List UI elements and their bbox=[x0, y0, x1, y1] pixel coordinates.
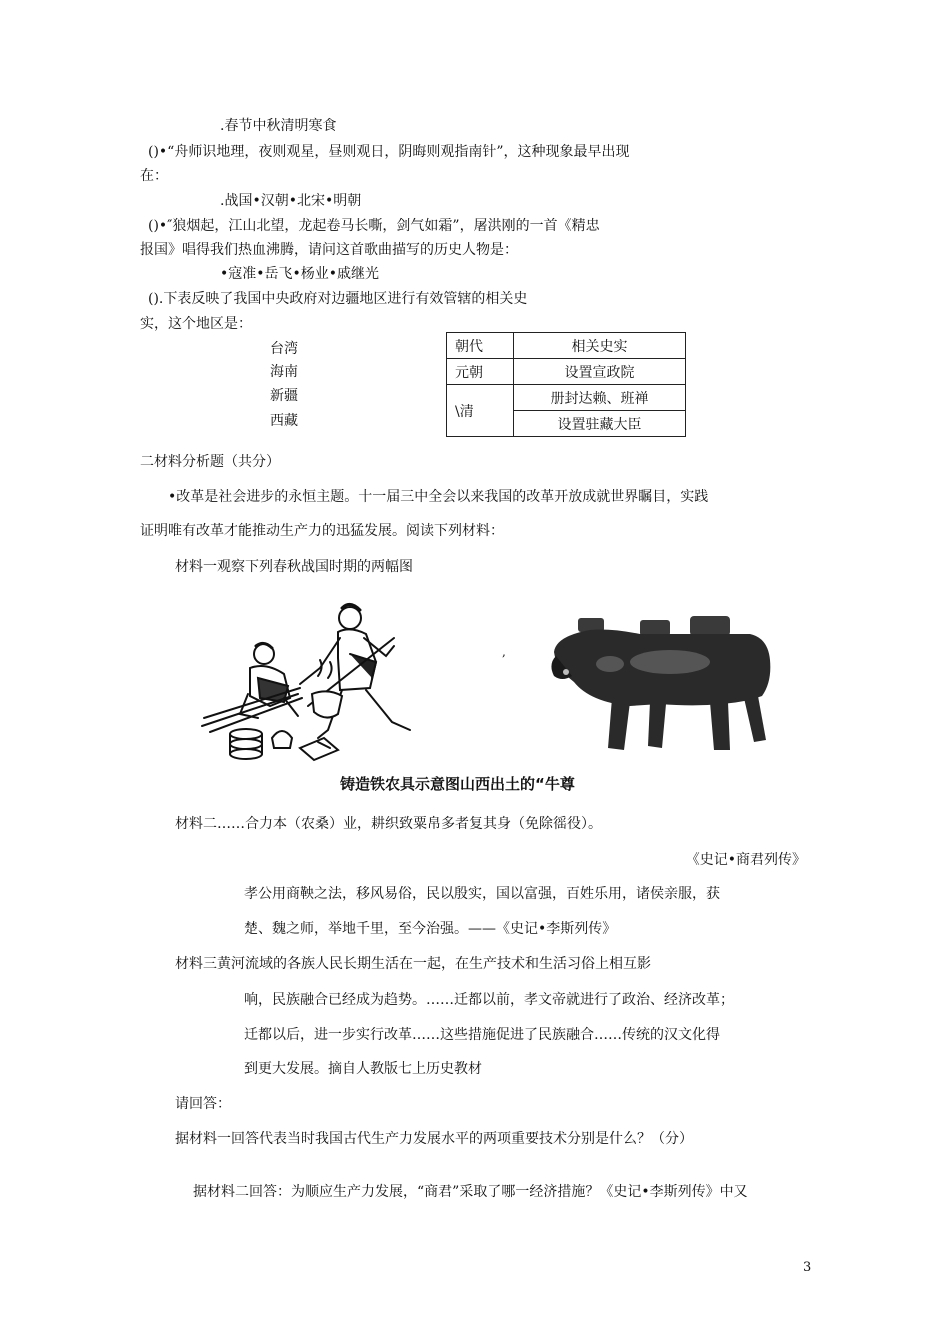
question-song: ()•″狼烟起，江山北望，龙起卷马长嘶，剑气如霜”，屠洪刚的一首《精忠 bbox=[148, 218, 600, 234]
section-title: 二材料分析题（共分） bbox=[140, 454, 280, 470]
option-xizang: 西藏 bbox=[270, 413, 298, 429]
cell-fact-yuan: 设置宣政院 bbox=[514, 359, 686, 385]
header-fact: 相关史实 bbox=[514, 333, 686, 359]
material-three-line-3: 迁都以后，进一步实行改革……这些措施促进了民族融合……传统的汉文化得 bbox=[244, 1027, 720, 1043]
please-answer: 请回答： bbox=[175, 1096, 231, 1112]
table-row bbox=[447, 359, 686, 385]
question-frontier-cont: 实，这个地区是： bbox=[140, 316, 252, 332]
ox-zun-photo bbox=[550, 612, 778, 760]
option-taiwan: 台湾 bbox=[270, 341, 298, 357]
question-compass-cont: 在： bbox=[140, 168, 168, 184]
iron-casting-illustration bbox=[200, 598, 440, 770]
cell-dynasty-qing: \清 bbox=[447, 385, 514, 437]
intro-line-2: 证明唯有改革才能推动生产力的迅猛发展。阅读下列材料： bbox=[140, 523, 504, 539]
question-two: 据材料二回答：为顺应生产力发展，“商君”采取了哪一经济措施？《史记•李斯列传》中又 bbox=[193, 1184, 748, 1200]
material-three-line-2: 响，民族融合已经成为趋势。……迁都以前，孝文帝就进行了政治、经济改革； bbox=[244, 992, 734, 1008]
question-compass: ()•“舟师识地理，夜则观星，昼则观日，阴晦则观指南针”，这种现象最早出现 bbox=[148, 144, 630, 160]
option-line-dynasties: .战国•汉朝•北宋•明朝 bbox=[220, 193, 362, 209]
question-frontier: ().下表反映了我国中央政府对边疆地区进行有效管辖的相关史 bbox=[148, 291, 528, 307]
table-row bbox=[447, 333, 686, 359]
material-two-line-2: 孝公用商鞅之法，移风易俗，民以殷实，国以富强，百姓乐用，诸侯亲服，获 bbox=[244, 886, 720, 902]
material-three-line-1: 材料三黄河流域的各族人民长期生活在一起，在生产技术和生活习俗上相互影 bbox=[175, 956, 651, 972]
option-hainan: 海南 bbox=[270, 364, 298, 380]
cell-fact-qing-1: 册封达赖、班禅 bbox=[514, 385, 686, 411]
question-one: 据材料一回答代表当时我国古代生产力发展水平的两项重要技术分别是什么？（分） bbox=[175, 1131, 693, 1147]
figure-caption: 铸造铁农具示意图山西出土的“牛尊 bbox=[340, 775, 575, 793]
option-line-festivals: .春节中秋清明寒食 bbox=[220, 118, 337, 134]
table-row bbox=[447, 385, 686, 411]
figure-separator-mark: , bbox=[502, 645, 506, 659]
option-line-figures: •寇准•岳飞•杨业•戚继光 bbox=[220, 266, 380, 282]
page-number: 3 bbox=[803, 1260, 812, 1275]
option-xinjiang: 新疆 bbox=[270, 388, 298, 404]
material-two-source: 《史记•商君列传》 bbox=[685, 852, 806, 868]
question-song-cont: 报国》唱得我们热血沸腾，请问这首歌曲描写的历史人物是： bbox=[140, 242, 518, 258]
intro-line-1: •改革是社会进步的永恒主题。十一届三中全会以来我国的改革开放成就世界瞩目，实践 bbox=[168, 489, 709, 505]
history-table bbox=[446, 332, 686, 437]
material-two-line-1: 材料二……合力本（农桑）业，耕织致粟帛多者复其身（免除徭役）。 bbox=[175, 816, 602, 832]
header-dynasty: 朝代 bbox=[447, 333, 514, 359]
cell-fact-qing-2: 设置驻藏大臣 bbox=[514, 411, 686, 437]
material-two-line-3: 楚、魏之师，举地千里，至今治强。——《史记•李斯列传》 bbox=[244, 921, 617, 937]
cell-dynasty-yuan: 元朝 bbox=[447, 359, 514, 385]
material-three-line-4: 到更大发展。摘自人教版七上历史教材 bbox=[244, 1061, 482, 1077]
material-one-label: 材料一观察下列春秋战国时期的两幅图 bbox=[175, 559, 413, 575]
